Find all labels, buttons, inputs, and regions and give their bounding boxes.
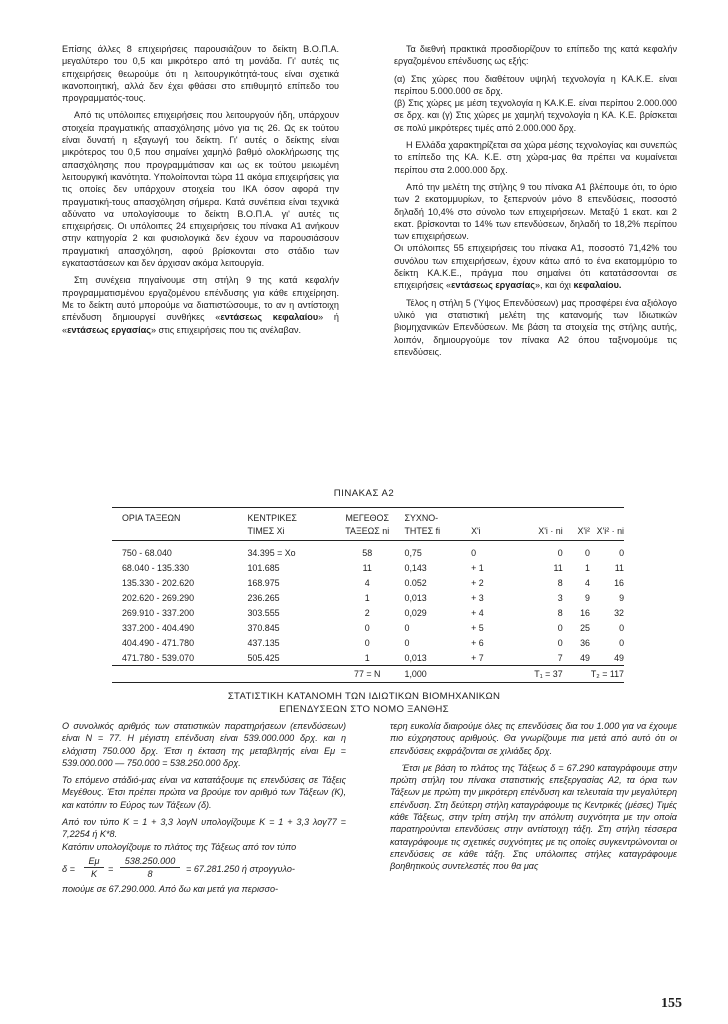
text-run: » ή «: [62, 312, 339, 335]
table-cell: 0,013: [404, 652, 427, 663]
table-cell: 0: [619, 547, 624, 558]
table-cell: + 4: [471, 607, 484, 618]
table-row: [112, 605, 624, 620]
bold-term: εντάσεως κεφαλαίου: [220, 312, 319, 323]
table-row: [112, 620, 624, 635]
statistics-table: [112, 507, 624, 683]
paragraph: Επίσης άλλες 8 επιχειρήσεις παρουσιάζουν το δείκτη Β.Ο.Π.Α. μεγαλύτερο του 0,5 και μικρότερο από τη μονάδα. Γι' αυτές τις επιχειρήσεις θεωρούμε ότι η λειτουργικότητά-τους είναι σχετικά ικανοποιητική, αλλά δεν έχει φθάσει στο επιθυμητό επίπεδο του προγραμματός-τους.: [62, 44, 339, 104]
text-run: », και όχι: [535, 280, 574, 291]
bold-term: κεφαλαίου.: [573, 280, 622, 291]
table-cell: 0: [364, 622, 370, 633]
paragraph: Το επόμενο στάδιό-μας είναι να κατατάξουμε τις επενδύσεις σε Τάξεις Μεγέθους. Έτσι πρέπει πρώτα να βρούμε τον αριθμό των Τάξεων (Κ), και κατόπιν το Εύρος των Τάξεων (δ).: [62, 775, 346, 810]
column-top-left: [62, 43, 339, 341]
table-header-cell: ΜΕΓΕΘΟΣ: [330, 508, 405, 525]
section-title-line: ΕΠΕΝΔΥΣΕΩΝ ΣΤΟ ΝΟΜΟ ΞΑΝΘΗΣ: [279, 704, 449, 715]
table-cell: 11: [553, 562, 563, 573]
table-cell: 9: [585, 592, 590, 603]
paragraph: Τα διεθνή πρακτικά προσδιορίζουν το επίπεδο της κατά κεφαλήν εργαζομένου επένδυσης ως εξής:: [394, 44, 677, 67]
table-header-cell: X'i²: [563, 524, 590, 541]
table-total-cell: 77 = N: [330, 666, 405, 683]
paragraph: Κατόπιν υπολογίζουμε το πλάτος της Τάξεως από τον τύπο: [62, 841, 297, 852]
delta-formula: [62, 855, 346, 883]
formula-equals: =: [108, 863, 114, 874]
table-cell: 202.620 - 269.290: [122, 592, 195, 603]
formula-symbol: δ =: [62, 863, 75, 874]
table-cell: 0: [557, 547, 563, 558]
table-cell: 269.910 - 337.200: [122, 607, 195, 618]
text-run: Οι υπόλοιπες 55 επιχειρήσεις του πίνακα Α1, ποσοστό 71,42% του συνόλου των επιχειρήσεων, έχουν κάτω από το ένα εκατομμύριο το δείκτη ΚΑ.Κ.Ε., πράγμα που σημαίνει ότι κατατάσσονται σε επιχειρήσεις «: [394, 243, 677, 291]
table-title: ΠΙΝΑΚΑΣ Α2: [333, 488, 395, 499]
table-cell: 0: [619, 637, 624, 648]
table-cell: 750 - 68.040: [122, 547, 172, 558]
table-header-cell: [514, 508, 563, 525]
paragraph: Τέλος η στήλη 5 (Ύψος Επενδύσεων) μας προσφέρει ένα αξιόλογο υλικό για στατιστική μελέτη της κατανομής των Ιδιωτικών βιομηχανικών Επενδύσεων. Με βάση τα στοιχεία της στήλης αυτής, λοιπόν, δημιουργούμε τον πίνακα Α2 όπου ταξινομούμε τις επενδύσεις.: [394, 297, 677, 357]
table-total-row: [112, 666, 624, 683]
table-cell: 11: [614, 562, 624, 573]
table-cell: 0: [471, 547, 476, 558]
table-cell: + 3: [471, 592, 484, 603]
table-cell: 471.780 - 539.070: [122, 652, 195, 663]
table-row: [112, 541, 624, 561]
table-cell: 303.555: [247, 607, 280, 618]
table-cell: 58: [362, 547, 373, 558]
table-cell: 0: [404, 637, 410, 648]
table-cell: 16: [580, 607, 590, 618]
fraction: [120, 855, 180, 881]
fraction: [84, 855, 104, 881]
table-cell: 0,143: [404, 562, 427, 573]
table-cell: 68.040 - 135.330: [122, 562, 190, 573]
table-cell: 1: [364, 592, 370, 603]
table-cell: 1: [364, 652, 370, 663]
table-header-cell: ΟΡΙΑ ΤΑΞΕΩΝ: [112, 508, 248, 525]
table-header-cell: ΤΙΜΕΣ Xi: [248, 524, 330, 541]
table-header-cell: ΤΗΤΕΣ fi: [405, 524, 472, 541]
table-body: [112, 541, 624, 666]
table-cell: 9: [619, 592, 624, 603]
table-row: [112, 635, 624, 650]
table-header-cell: [590, 508, 624, 525]
table-cell: 34.395 = Xo: [247, 547, 296, 558]
table-cell: + 1: [471, 562, 484, 573]
table-cell: 25: [580, 622, 590, 633]
table-cell: 0: [557, 622, 563, 633]
table-header-row: [112, 508, 624, 525]
table-cell: 337.200 - 404.490: [122, 622, 195, 633]
paragraph: Ο συνολικός αριθμός των στατιστικών παρατηρήσεων (επενδύσεων) είναι N = 77. Η μέγιστη επένδυση είναι 539.000.000 δρχ. και η ελάχιστη 750.000 δρχ. Έτσι η έκταση της μεταβλητής είναι Εμ = 539.000.000 — 750.000 = 538.250.000 δρχ.: [62, 721, 346, 768]
section-title-line: ΣΤΑΤΙΣΤΙΚΗ ΚΑΤΑΝΟΜΗ ΤΩΝ ΙΔΙΩΤΙΚΩΝ ΒΙΟΜΗΧΑΝΙΚΩΝ: [227, 691, 501, 702]
paragraph: Η Ελλάδα χαρακτηρίζεται σα χώρα μέσης τεχνολογίας και συνεπώς το επίπεδο της ΚΑ. Κ.Ε. στη χώρα-μας θα πρέπει να κυμαίνεται περίπου στα 2.000.000 δρχ.: [394, 140, 677, 175]
table-cell: 0: [557, 637, 563, 648]
table-header-row: [112, 524, 624, 541]
table-header-cell: X'i: [471, 524, 514, 541]
paragraph: Από τις υπόλοιπες επιχειρήσεις που λειτουργούν ήδη, υπάρχουν στοιχεία πραγματικής απασχόλησης μόνο για τις 26. Ως εκ τούτου είναι δυνατή η εξαγωγή του δείκτη. Γι' αυτές ο δείκτης είναι μικρότερος του 0,5 που σημαίνει χαμηλό βαθμό ολοκλήρωσης της απασχόλησης που προγραμμάτισαν και ως εκ τούτου μειωμένη λειτουργική ικανότητα. Υπολοίπονται τώρα 11 ακόμα επιχειρήσεις για τις οποίες δεν υπάρχουν στοιχεία του ΙΚΑ όσον αφορά την πραγματική-τους απασχόληση σήμερα. Κατά συνέπεια είναι τεχνικά αδύνατο να υπολογίσουμε το δείκτη Β.Ο.Π.Α. γι' αυτές τις επιχειρήσεις. Οι υπόλοιπες 24 επιχειρήσεις του πίνακα Α1 ανήκουν στην κατηγορία 2 και φυσιολογικά δεν έχουν να παρουσιάσουν πραγματική απασχόληση, αφού βρίσκονται στο στάδιο των εγκαταστάσεων και δεν άρχισαν ακόμα λειτουργία.: [62, 110, 339, 269]
table-total-cell: [471, 666, 514, 683]
table-cell: 4: [585, 577, 590, 588]
table-cell: 0: [619, 622, 624, 633]
paragraph: (β) Στις χώρες με μέση τεχνολογία η ΚΑ.Κ.Ε. είναι περίπου 2.000.000 σε δρχ. και (γ) Στις χώρες με χαμηλή τεχνολογία η ΚΑ. Κ.Ε. βρίσκεται σε πολύ μικρότερες τιμές από 2.000.000 δρχ.: [394, 98, 677, 133]
bold-term: εντάσεως εργασίας: [67, 324, 151, 335]
table-cell: 3: [557, 592, 563, 603]
table-cell: 0,75: [404, 547, 422, 558]
table-cell: 236.265: [247, 592, 280, 603]
section-title: [0, 690, 728, 716]
table-cell: + 2: [471, 577, 484, 588]
table-header-cell: X'i² · ni: [590, 524, 624, 541]
table-total-cell: T₂ = 117: [590, 666, 624, 683]
text-run: » στις επιχειρήσεις που τις ανέλαβαν.: [150, 324, 302, 335]
table-cell: 16: [614, 577, 624, 588]
table-total-cell: [248, 666, 330, 683]
table-header-cell: [563, 508, 590, 525]
paragraph: ποιούμε σε 67.290.000. Από δω και μετά για περισσο-: [62, 883, 279, 894]
column-bottom-right: [390, 720, 677, 878]
fraction-denominator: 8: [147, 869, 153, 880]
table-total-cell: [112, 666, 248, 683]
fraction-denominator: Κ: [90, 869, 98, 880]
table-total-cell: T₁ = 37: [514, 666, 563, 683]
table-cell: 505.425: [247, 652, 280, 663]
paragraph: Από τον τύπο Κ = 1 + 3,3 λογΝ υπολογίζουμε Κ = 1 + 3,3 λογ77 = 7,2254 ή Κ*8.: [62, 817, 346, 840]
table-header-cell: X'i · ni: [514, 524, 563, 541]
table-cell: 168.975: [247, 577, 280, 588]
table-cell: 1: [585, 562, 590, 573]
table-header-cell: [112, 524, 248, 541]
paragraph: τερη ευκολία διαιρούμε όλες τις επενδύσεις δια του 1.000 για να έχουμε πιο εύχρηστους αριθμούς. Θα γνωρίζουμε πια μετά από αυτό ότι οι επενδύσεις εκφράζονται σε χιλιάδες δρχ.: [390, 721, 677, 756]
fraction-numerator: Εμ: [84, 855, 104, 868]
table-cell: 2: [364, 607, 370, 618]
table-cell: 8: [557, 607, 563, 618]
table-cell: 437.135: [247, 637, 280, 648]
table-cell: 0: [364, 637, 370, 648]
table-row: [112, 560, 624, 575]
fraction-numerator: 538.250.000: [120, 855, 180, 868]
table-header-cell: ΣΥΧΝΟ-: [405, 508, 472, 525]
table-cell: + 6: [471, 637, 484, 648]
page-number: 155: [661, 996, 682, 1011]
paragraph: (α) Στις χώρες που διαθέτουν υψηλή τεχνολογία η ΚΑ.Κ.Ε. είναι περίπου 5.000.000 σε δρχ.: [394, 73, 677, 96]
table-cell: 0: [585, 547, 590, 558]
text-run: Στη συνέχεια πηγαίνουμε στη στήλη 9 της κατά κεφαλήν προγραμματισμένου εργαζομένου επένδυσης για κάθε επιχείρηση. Με το δείκτη αυτό μπορούμε να διαπιστώσουμε, το αν η αντίστοιχη επένδυση δημιουργεί συνθήκες «: [62, 275, 339, 323]
table-cell: 101.685: [247, 562, 280, 573]
table-cell: 0,029: [404, 607, 427, 618]
paragraph: [62, 274, 339, 335]
column-top-right: [394, 43, 677, 363]
table-cell: 49: [614, 652, 624, 663]
table-cell: 36: [580, 637, 590, 648]
table-cell: 404.490 - 471.780: [122, 637, 195, 648]
table-cell: 0: [404, 622, 410, 633]
table-header-cell: ΚΕΝΤΡΙΚΕΣ: [248, 508, 330, 525]
formula-result: = 67.281.250 ή στρογγυλο-: [186, 863, 295, 874]
column-bottom-left: [62, 720, 346, 900]
table-cell: 7: [557, 652, 563, 663]
paragraph: [394, 242, 677, 291]
table-cell: + 5: [471, 622, 484, 633]
table-cell: 370.845: [247, 622, 280, 633]
table-header-cell: ΤΑΞΕΩΣ ni: [330, 524, 405, 541]
table-cell: 32: [614, 607, 624, 618]
table-cell: 4: [364, 577, 370, 588]
paragraph: Από την μελέτη της στήλης 9 του πίνακα Α1 βλέπουμε ότι, το όριο των 2 εκατομμυρίων, το ξεπερνούν μόνο 8 επενδύσεις, ποσοστό δηλαδή 10,4% στο σύνολο των επιχειρήσεων. Μεταξύ 1 εκατ. και 2 εκατ. βρίσκονται το 14% των επενδύσεων, δηλαδή το 18,2% περίπου των επιχειρήσεων.: [394, 181, 677, 242]
bold-term: εντάσεως εργασίας: [451, 280, 535, 291]
table-cell: 0,013: [404, 592, 427, 603]
table-cell: 135.330 - 202.620: [122, 577, 195, 588]
table-cell: 0.052: [404, 577, 427, 588]
table-cell: 8: [557, 577, 563, 588]
table-cell: 49: [580, 652, 590, 663]
paragraph: Έτσι με βάση το πλάτος της Τάξεως δ = 67.290 καταγράφουμε στην πρώτη στήλη του πίνακα στατιστικής επεξεργασίας Α2, τα όρια των Τάξεων με πρώτη την μικρότερη επένδυση και τελευταία την μεγαλύτερη επένδυση. Στη δεύτερη στήλη καταγράφουμε τις Κεντρικές (μέσες) Τιμές κάθε Τάξεως, στην τρίτη στήλη την απόλυτη συχνότητα με την οποία παρατηρούνται επενδύσεις στην αντίστοιχη τάξη. Στη στήλη τέσσερα καταγράφουμε τις σχετικές συχνότητες με τις οποίες συγκεντρώνονται οι επενδύσεις σε κάθε τάξη. Στις υπόλοιπες στήλες καταγράφουμε βοηθητικούς συντελεστές που θα μας: [390, 762, 677, 872]
table-total-cell: [563, 666, 590, 683]
table-row: [112, 575, 624, 590]
table-cell: + 7: [471, 652, 484, 663]
table-total-cell: 1,000: [405, 666, 472, 683]
table-row: [112, 590, 624, 605]
table-a2: [112, 507, 624, 683]
table-cell: 11: [362, 562, 372, 573]
table-header-cell: [471, 508, 514, 525]
table-row: [112, 650, 624, 666]
